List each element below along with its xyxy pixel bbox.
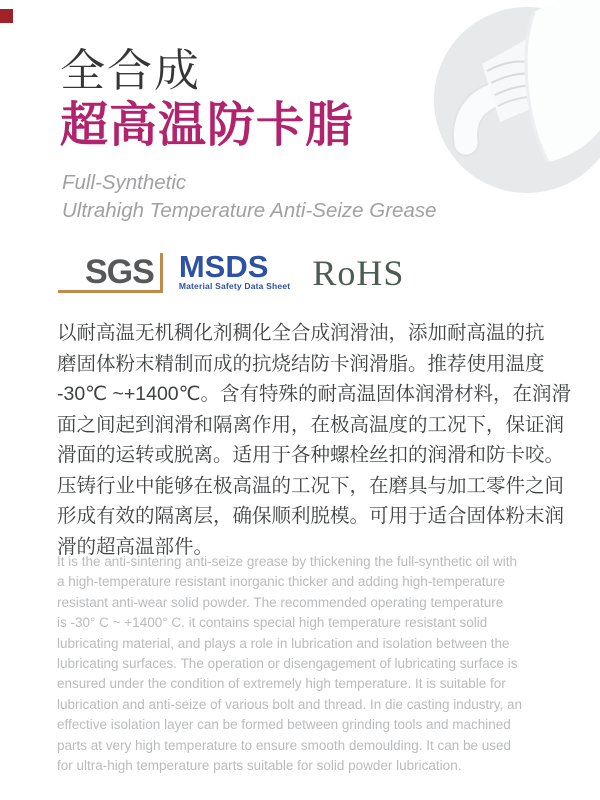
description-en-line: a high-temperature resistant inorganic thicker and adding high-temperature [57, 574, 506, 590]
subtitle-en [62, 169, 437, 225]
certification-logos [58, 249, 405, 293]
description-en-line: It is the anti-sintering anti-seize grease by thickening the full-synthetic oil with [57, 554, 517, 569]
sgs-logo-text: SGS [85, 253, 154, 291]
title-zh-line1: 全合成 [60, 45, 202, 96]
subtitle-en-line1: Full-Synthetic [62, 171, 187, 194]
description-zh-line: 压铸行业中能够在极高温的工况下，在磨具与加工零件之间 [57, 474, 565, 497]
subtitle-en-line2: Ultrahigh Temperature Anti-Seize Grease [62, 199, 437, 222]
description-en-line: lubricating surfaces. The operation or disengagement of lubricating surface is [57, 656, 518, 672]
msds-logo-text: MSDS [178, 249, 269, 284]
title-zh-line2: 超高温防卡脂 [60, 99, 355, 152]
description-en-line: lubrication and anti-seize of various bolt and thread. In die casting industry, an [57, 696, 523, 712]
brand-corner-mark [0, 9, 13, 23]
description-en-line: effective isolation layer can be formed between grinding tools and machined [57, 717, 511, 733]
description-en-line: resistant anti-wear solid powder. The recommended operating temperature [57, 594, 504, 610]
description-zh-line: 形成有效的隔离层，确保顺利脱模。可用于适合固体粉末润 [57, 505, 565, 527]
sgs-logo [58, 253, 163, 293]
msds-logo-subtext: Material Safety Data Sheet [178, 281, 291, 291]
description-english [57, 552, 522, 776]
description-en-line: lubricating material, and plays a role in lubrication and isolation between the [57, 635, 510, 651]
description-en-line: ensured under the condition of extremely high temperature. It is suitable for [57, 676, 506, 692]
description-zh-line: 以耐高温无机稠化剂稠化全合成润滑油，添加耐高温的抗 [57, 322, 545, 344]
description-en-line: parts at very high temperature to ensure smooth demoulding. It can be used [57, 737, 512, 753]
description-chinese [57, 318, 571, 562]
description-zh-line: 磨固体粉末精制而成的抗烧结防卡润滑脂。推荐使用温度 [57, 352, 545, 375]
rohs-logo: RoHS [312, 253, 405, 293]
description-zh-line: 滑的超高温部件。 [57, 535, 214, 558]
description-zh-line: -30℃ ~+1400℃。含有特殊的耐高温固体润滑材料，在润滑 [57, 383, 572, 405]
description-zh-line: 面之间起到润滑和隔离作用，在极高温度的工况下，保证润 [57, 413, 565, 436]
description-en-line: for ultra-high temperature parts suitable for solid powder lubrication. [57, 758, 462, 774]
description-en-line: is -30° C ~ +1400° C. it contains special high temperature resistant solid [57, 615, 488, 631]
description-zh-line: 滑面的运转或脱离。适用于各种螺栓丝扣的润滑和防卡咬。 [57, 444, 565, 466]
msds-logo [178, 249, 291, 293]
